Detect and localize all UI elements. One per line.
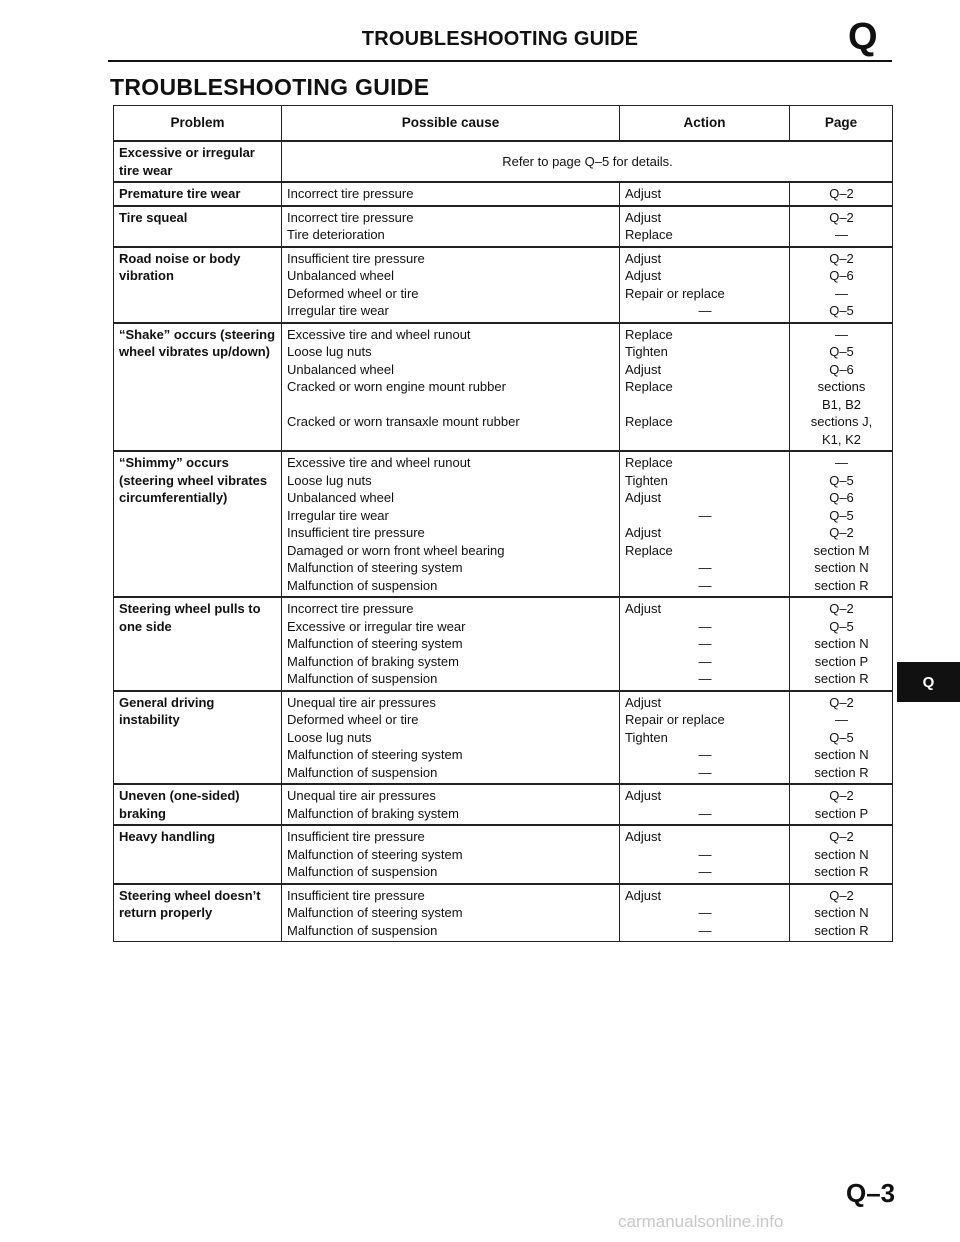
page-ref-text: Q–2: [829, 788, 854, 803]
cause-text: Malfunction of steering system: [287, 560, 463, 575]
page-ref-text: —: [835, 455, 848, 470]
page-ref-text: Q–2: [829, 887, 854, 903]
cause-cell: [282, 597, 620, 691]
page-ref-text: section P: [814, 653, 869, 669]
action-text: —: [698, 805, 712, 821]
action-text: Adjust: [625, 525, 662, 540]
action-text: Adjust: [625, 601, 662, 616]
page-ref-text: Q–6: [829, 490, 854, 505]
cause-text: Cracked or worn transaxle mount rubber: [287, 414, 520, 429]
page-ref-text: Q–6: [829, 268, 854, 283]
page-ref-cell: [790, 206, 893, 247]
cause-text: Excessive tire and wheel runout: [287, 326, 471, 342]
page-ref-text: section N: [814, 905, 869, 920]
action-text: —: [698, 507, 712, 523]
action-text: Tighten: [625, 729, 668, 745]
cause-cell: [282, 884, 620, 942]
page-ref-text: section R: [814, 864, 869, 879]
page-ref-cell: [790, 691, 893, 785]
action-text: —: [698, 653, 712, 669]
page-ref-cell: [790, 884, 893, 942]
cause-text: Unequal tire air pressures: [287, 694, 436, 710]
action-text: Adjust: [625, 186, 662, 201]
cause-text: Insufficient tire pressure: [287, 887, 425, 903]
action-cell: [620, 825, 790, 884]
cause-text: Malfunction of suspension: [287, 764, 438, 780]
cause-text: Unbalanced wheel: [287, 490, 394, 505]
page-ref-cell: [790, 597, 893, 691]
page-ref-text: Q–5: [829, 729, 854, 745]
page-ref-text: section N: [814, 560, 869, 575]
cause-text: Malfunction of steering system: [287, 747, 463, 762]
column-header-action: Action: [620, 106, 790, 142]
cause-text: Excessive or irregular tire wear: [287, 618, 466, 634]
problem-cell: Uneven (one-sided) braking: [114, 784, 282, 825]
action-text: Adjust: [625, 361, 662, 377]
cause-text: Malfunction of suspension: [287, 671, 438, 686]
page-ref-text: Q–2: [829, 525, 854, 540]
table-header-row: [114, 106, 893, 142]
action-text: Adjust: [625, 490, 662, 505]
page-ref-text: Q–2: [829, 209, 854, 225]
refer-cell: Refer to page Q–5 for details.: [282, 141, 893, 182]
table-row: [114, 206, 893, 247]
action-text: Replace: [625, 227, 673, 242]
problem-cell: Premature tire wear: [114, 182, 282, 206]
action-text: —: [698, 636, 712, 651]
action-text: —: [698, 618, 712, 634]
cause-text: Malfunction of braking system: [287, 805, 459, 821]
table-row: [114, 597, 893, 691]
page-ref-text: —: [835, 326, 848, 342]
action-text: —: [698, 864, 712, 879]
cause-cell: [282, 247, 620, 323]
cause-text: Insufficient tire pressure: [287, 250, 425, 266]
action-text: Replace: [625, 326, 673, 342]
page-ref-text: section R: [814, 922, 869, 938]
column-header-possible-cause: Possible cause: [282, 106, 620, 142]
cause-text: Unbalanced wheel: [287, 268, 394, 283]
cause-text: Malfunction of steering system: [287, 636, 463, 651]
page-ref-cell: [790, 247, 893, 323]
page-ref-text: Q–5: [829, 344, 854, 359]
section-letter: Q: [848, 16, 878, 58]
cause-text: Incorrect tire pressure: [287, 186, 414, 201]
problem-cell: “Shimmy” occurs (steering wheel vibrates circumferentially): [114, 451, 282, 597]
action-text: —: [698, 922, 712, 938]
cause-text: Loose lug nuts: [287, 729, 372, 745]
action-cell: [620, 884, 790, 942]
table-row: [114, 451, 893, 597]
action-cell: [620, 182, 790, 206]
page-ref-text: Q–5: [829, 507, 854, 523]
action-text: Replace: [625, 414, 673, 429]
action-text: Adjust: [625, 829, 662, 844]
page-ref-text: Q–2: [829, 829, 854, 844]
running-header-title: TROUBLESHOOTING GUIDE: [361, 28, 639, 50]
cause-cell: [282, 206, 620, 247]
page-ref-text: Q–2: [829, 250, 854, 266]
table-row: [114, 825, 893, 884]
action-cell: [620, 451, 790, 597]
table-row: [114, 141, 893, 182]
cause-text: Malfunction of suspension: [287, 864, 438, 879]
page-ref-text: section R: [814, 764, 869, 780]
action-text: —: [698, 846, 712, 862]
table-row: [114, 182, 893, 206]
problem-cell: Steering wheel pulls to one side: [114, 597, 282, 691]
action-text: —: [698, 303, 712, 318]
action-text: Adjust: [625, 209, 662, 225]
problem-cell: Road noise or body vibration: [114, 247, 282, 323]
column-header-page: Page: [790, 106, 893, 142]
cause-text: Cracked or worn engine mount rubber: [287, 379, 506, 394]
cause-text: Malfunction of suspension: [287, 577, 438, 593]
column-header-problem: Problem: [114, 106, 282, 142]
cause-text: Deformed wheel or tire: [287, 712, 419, 727]
cause-cell: [282, 323, 620, 452]
cause-cell: [282, 182, 620, 206]
page-ref-text: section N: [814, 747, 869, 762]
page-ref-text: Q–2: [829, 601, 854, 616]
action-text: Tighten: [625, 344, 668, 359]
cause-text: Malfunction of steering system: [287, 846, 463, 862]
action-text: Tighten: [625, 472, 668, 488]
action-text: —: [698, 764, 712, 780]
cause-text: Incorrect tire pressure: [287, 601, 414, 616]
page-ref-text: Q–6: [829, 361, 854, 377]
page-ref-text: sections B1, B2: [817, 379, 866, 412]
page-ref-cell: [790, 825, 893, 884]
page-ref-text: —: [835, 712, 848, 727]
cause-cell: [282, 784, 620, 825]
action-cell: [620, 691, 790, 785]
page-ref-text: Q–5: [829, 618, 854, 634]
table-row: [114, 323, 893, 452]
cause-cell: [282, 691, 620, 785]
page-ref-text: Q–5: [829, 472, 854, 488]
cause-text: Unequal tire air pressures: [287, 788, 436, 803]
problem-cell: General driving instability: [114, 691, 282, 785]
page-ref-text: section R: [814, 671, 869, 686]
cause-text: Tire deterioration: [287, 227, 385, 242]
cause-text: Damaged or worn front wheel bearing: [287, 542, 505, 558]
page-ref-cell: [790, 784, 893, 825]
action-text: Adjust: [625, 250, 662, 266]
header-rule: [108, 60, 892, 62]
page-ref-text: section P: [814, 805, 869, 821]
cause-text: Malfunction of braking system: [287, 653, 459, 669]
action-text: Repair or replace: [625, 712, 725, 727]
page-ref-text: section R: [814, 577, 869, 593]
action-text: —: [698, 671, 712, 686]
table-row: [114, 784, 893, 825]
cause-text: Irregular tire wear: [287, 303, 389, 318]
action-text: —: [698, 747, 712, 762]
action-text: —: [698, 560, 712, 575]
problem-cell: “Shake” occurs (steering wheel vibrates up/down): [114, 323, 282, 452]
cause-text: Deformed wheel or tire: [287, 285, 419, 301]
table-row: [114, 884, 893, 942]
page-ref-cell: [790, 323, 893, 452]
troubleshooting-table: [113, 105, 893, 942]
page-ref-text: sections J, K1, K2: [810, 414, 873, 447]
action-text: Adjust: [625, 887, 662, 903]
cause-text: Insufficient tire pressure: [287, 525, 425, 540]
page-ref-text: —: [835, 227, 848, 242]
cause-text: Loose lug nuts: [287, 472, 372, 488]
page-ref-text: section N: [814, 636, 869, 651]
page-number: Q–3: [846, 1178, 896, 1208]
page-ref-text: section M: [813, 542, 870, 558]
watermark: carmanualsonline.info: [618, 1212, 784, 1231]
action-cell: [620, 597, 790, 691]
action-cell: [620, 247, 790, 323]
table-row: [114, 691, 893, 785]
cause-text: Irregular tire wear: [287, 507, 389, 523]
page-ref-text: Q–5: [829, 303, 854, 318]
cause-text: Unbalanced wheel: [287, 361, 394, 377]
cause-text: Incorrect tire pressure: [287, 209, 414, 225]
action-text: —: [698, 577, 712, 593]
page-ref-text: —: [835, 285, 848, 301]
table-row: [114, 247, 893, 323]
action-cell: [620, 206, 790, 247]
problem-cell: Heavy handling: [114, 825, 282, 884]
problem-cell: Tire squeal: [114, 206, 282, 247]
action-text: Adjust: [625, 694, 662, 710]
cause-cell: [282, 825, 620, 884]
action-cell: [620, 323, 790, 452]
cause-text: Excessive tire and wheel runout: [287, 455, 471, 470]
action-text: Adjust: [625, 788, 662, 803]
action-text: Replace: [625, 542, 673, 558]
cause-text: Loose lug nuts: [287, 344, 372, 359]
problem-cell: Steering wheel doesn’t return properly: [114, 884, 282, 942]
cause-text: Malfunction of steering system: [287, 905, 463, 920]
problem-cell: Excessive or irregular tire wear: [114, 141, 282, 182]
action-text: —: [698, 905, 712, 920]
page-ref-text: Q–2: [829, 694, 854, 710]
cause-text: Malfunction of suspension: [287, 922, 438, 938]
page-ref-text: Q–2: [829, 186, 854, 201]
cause-cell: [282, 451, 620, 597]
action-text: Adjust: [625, 268, 662, 283]
cause-text: Insufficient tire pressure: [287, 829, 425, 844]
page-ref-cell: [790, 182, 893, 206]
page-ref-cell: [790, 451, 893, 597]
section-tab[interactable]: Q: [897, 662, 960, 702]
page-ref-text: section N: [814, 846, 869, 862]
page-title: TROUBLESHOOTING GUIDE: [110, 74, 430, 100]
action-cell: [620, 784, 790, 825]
action-text: Repair or replace: [625, 285, 725, 301]
action-text: Replace: [625, 379, 673, 394]
action-text: Replace: [625, 455, 673, 470]
